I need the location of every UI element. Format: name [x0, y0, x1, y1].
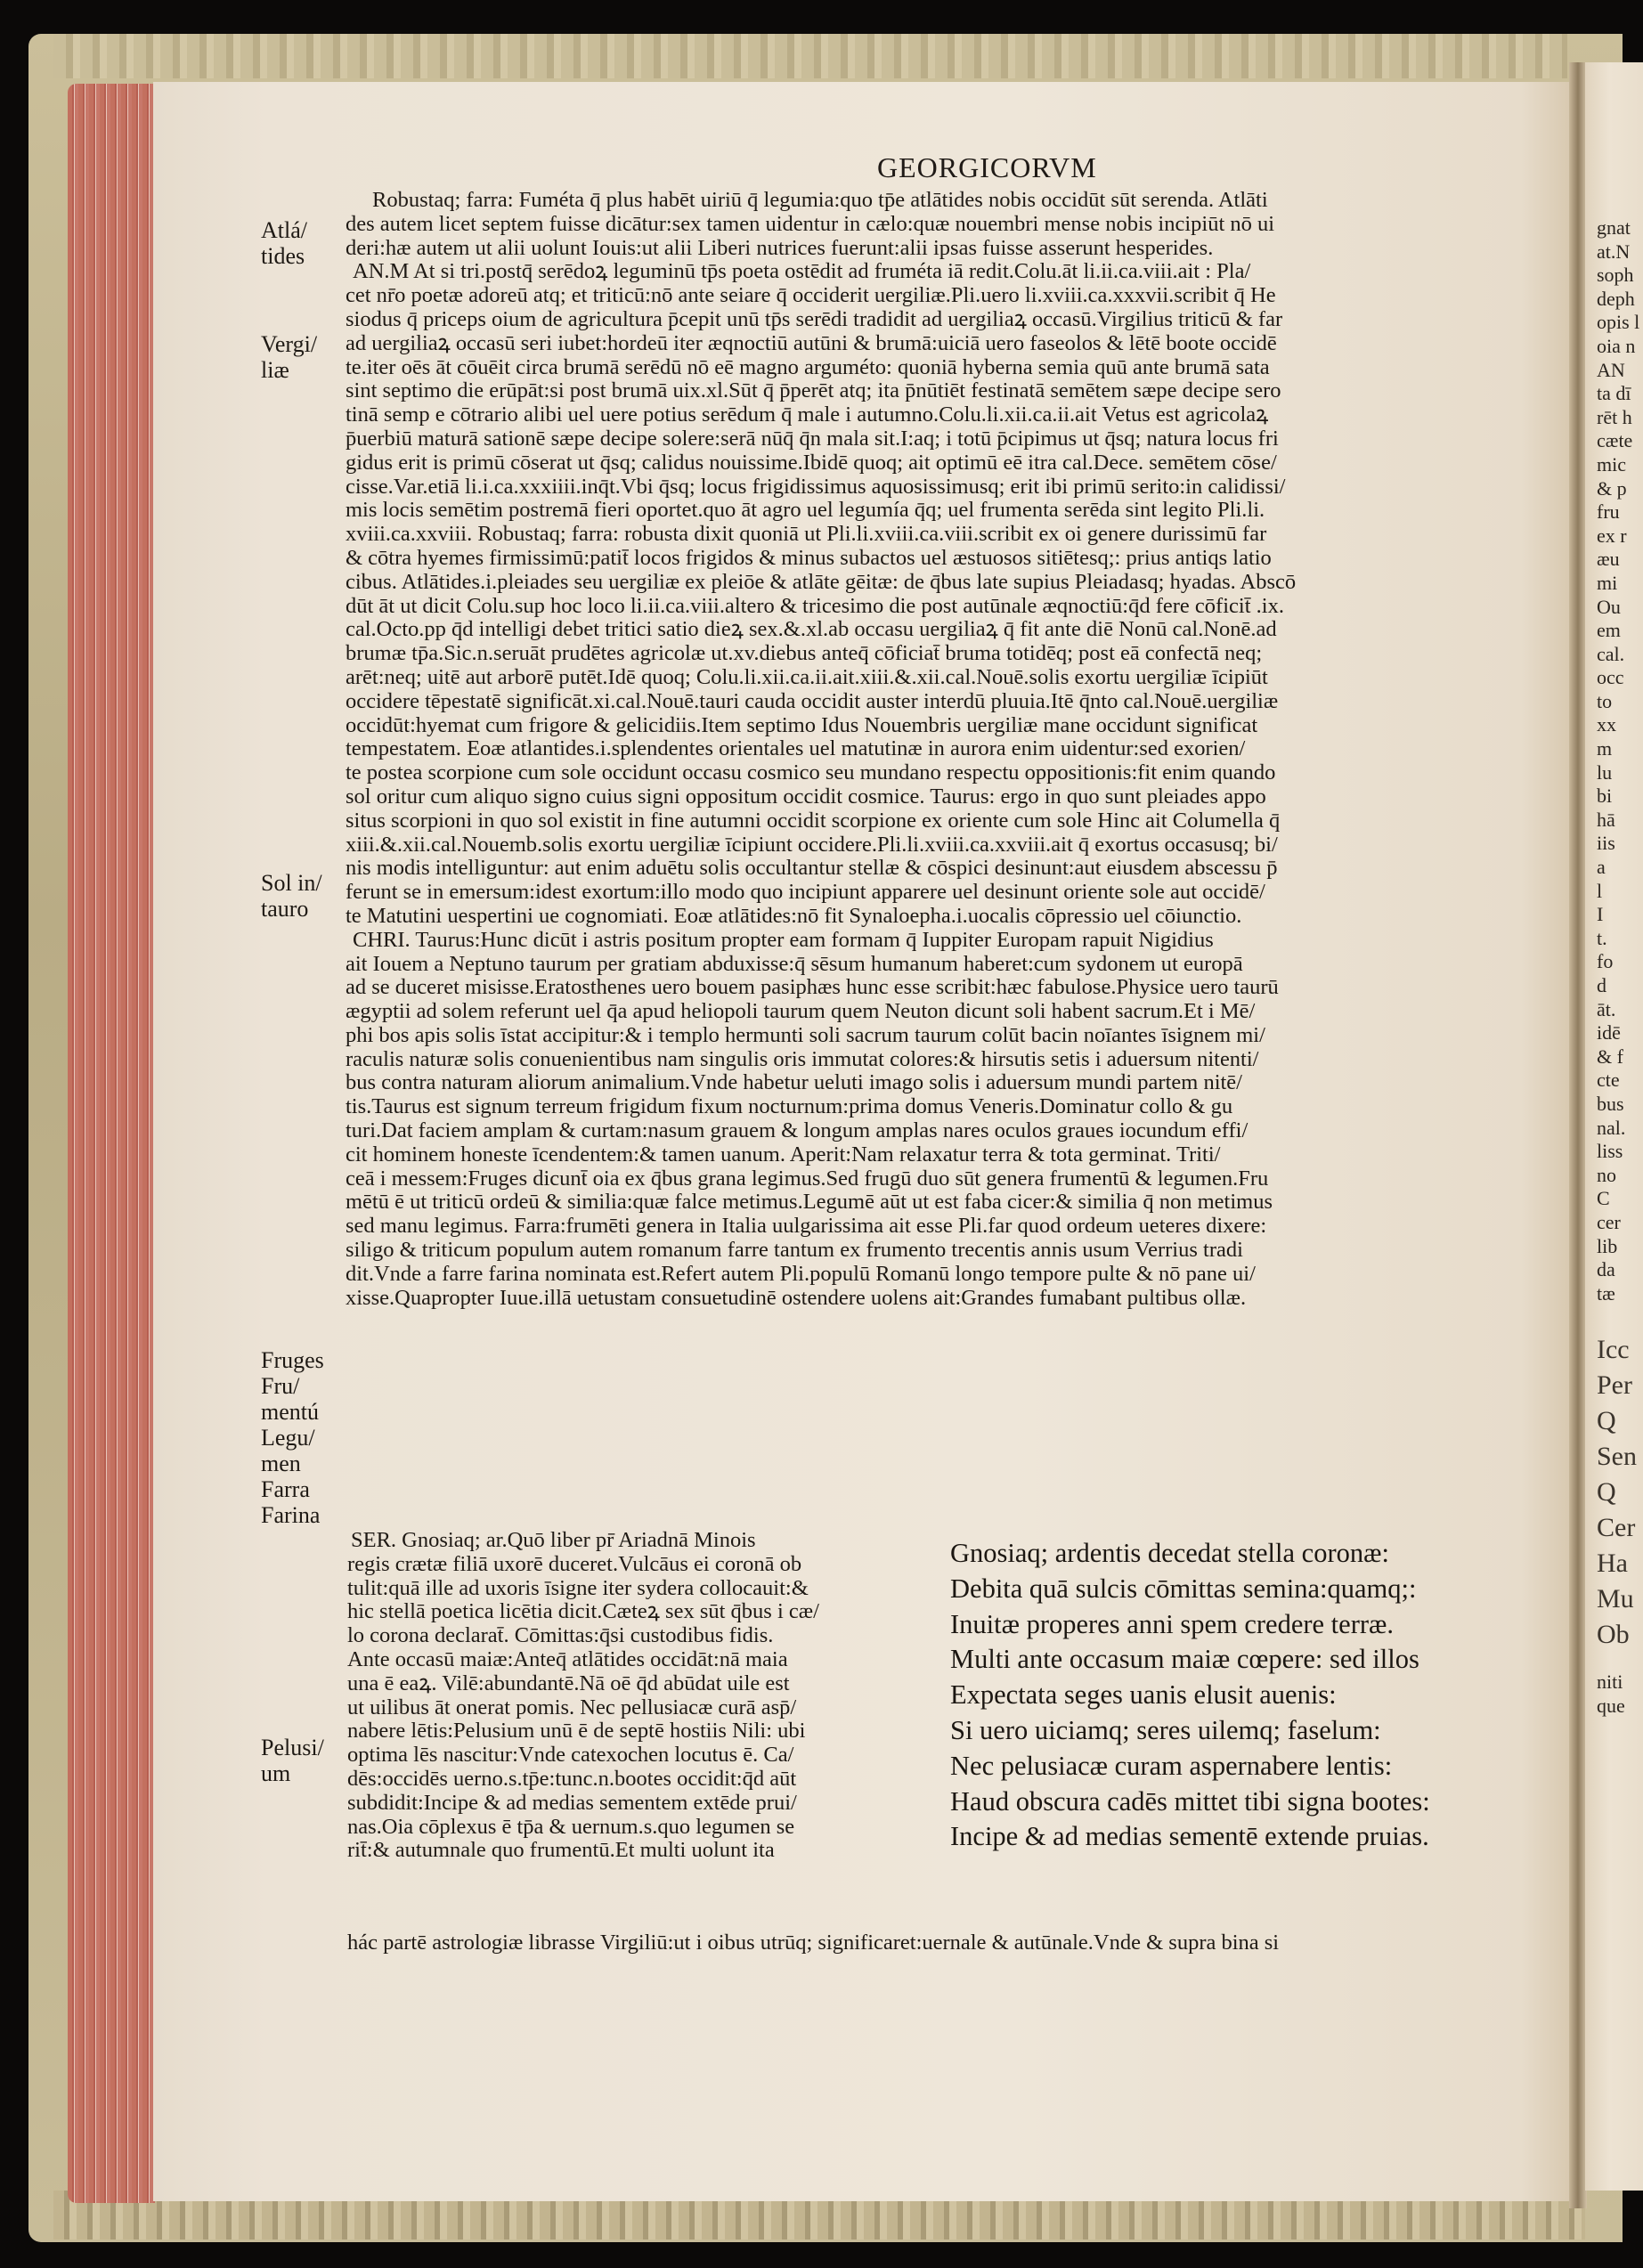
commentary-line: occidūt:hyemat cum frigore & gelicidiis.Item septimo Idus Nouembris uergiliæ mane occidunt significat	[346, 713, 1258, 737]
right-page-fragment: to	[1597, 689, 1613, 712]
marginal-note-line: tides	[261, 243, 305, 269]
marginal-note-line: um	[261, 1760, 291, 1786]
commentary-line: ad uergiliaꝝ occasū seri iubet:hordeū iter æqnoctiū autūni & brumā:uiciā uero faseolos & lētē boote occidē	[346, 331, 1277, 355]
commentary-line: p̄uerbiū maturā sationē sæpe decipe solere:serā nūq̄ q̄n mala sit.I:aq; i totū p̄cipimus ut q̄sq; natura locus fri	[346, 427, 1279, 451]
right-page-fragment: bi	[1597, 784, 1613, 808]
lower-commentary-line: subdidit:Incipe & ad medias sementem extēde prui/	[347, 1791, 797, 1815]
marginal-note-line: Farina	[261, 1502, 321, 1528]
right-page-fragment: & p	[1597, 476, 1627, 500]
marginal-note-line: men	[261, 1451, 301, 1476]
verse-line: Nec pelusiacæ curam aspernabere lentis:	[950, 1750, 1393, 1781]
right-page-fragment: cte	[1597, 1069, 1620, 1092]
commentary-line: turi.Dat faciem amplam & curtam:nasum grauem & longum amplas nares oculos graues iocundum effi/	[346, 1119, 1249, 1143]
lower-commentary-line: optima lēs nascitur:Vnde catexochen locutus ē. Ca/	[347, 1744, 794, 1768]
lower-commentary-line: hic stellā poetica licētia dicit.Cæteꝝ sex sūt q̄bus i cæ/	[347, 1600, 819, 1624]
book-gutter	[1569, 62, 1587, 2208]
commentary-line: ad se duceret misisse.Eratosthenes uero bouem pasiphæs hunc esse scribit:hæc fabulose.Physice uero taurū	[346, 976, 1279, 1000]
right-page-verse-fragment: Q	[1597, 1477, 1616, 1508]
commentary-line: cet nr̄o poetæ adoreū atq; et triticū:nō ante seiare q̄ occiderit uergiliæ.Pli.uero li.xviii.ca.xxxvii.scribit q̄ He	[346, 284, 1276, 308]
right-page-fragment: & f	[1597, 1045, 1623, 1068]
commentary-block	[346, 189, 1512, 1310]
right-page-fragment: Ou	[1597, 595, 1621, 618]
right-page-fragment: æu	[1597, 548, 1620, 571]
right-page-fragment: AN	[1597, 358, 1625, 381]
marginal-note-line: Atlá/	[261, 217, 307, 243]
marginal-note-line: Sol in/	[261, 870, 322, 896]
commentary-line: tis.Taurus est signum terreum frigidum fixum nocturnum:prima domus Veneris.Dominatur collo & gu	[346, 1095, 1233, 1119]
right-page-fragment: C	[1597, 1187, 1610, 1210]
commentary-line: tempestatem. Eoæ atlantides.i.splendentes orientales uel matutinæ in aurora enim uidentur:sed exorien/	[346, 737, 1246, 761]
lower-commentary-line: regis crætæ filiā uxorē duceret.Vulcāus ei coronā ob	[347, 1552, 802, 1576]
verse-line: Inuitæ properes anni spem credere terræ.	[950, 1608, 1394, 1639]
right-page-fragment: cal.	[1597, 642, 1625, 665]
commentary-line: sed manu legimus. Farra:frumēti genera in Italia uulgarissima ait esse Pli.far quod ordeum ueteres dixere:	[346, 1215, 1267, 1239]
commentary-line: deri:hæ autem ut alii uolunt Iouis:ut alii Liberi nutrices fuerunt:alii ipsas fuisse asserunt hesperides.	[346, 236, 1214, 260]
right-page-fragment: hā	[1597, 808, 1615, 831]
right-page-fragment: āt.	[1597, 997, 1616, 1020]
lower-commentary-line: dēs:occidēs uerno.s.tp̄e:tunc.n.bootes occidit:q̄d aūt	[347, 1767, 797, 1791]
right-page-fragment: gnat	[1597, 216, 1631, 239]
right-page-fragment: deph	[1597, 287, 1635, 310]
marginal-note-line: Pelusi/	[261, 1735, 324, 1760]
lower-commentary-line: tulit:quā ille ad uxoris īsigne iter sydera collocauit:&	[347, 1576, 809, 1600]
right-page-fragment: ex r	[1597, 524, 1627, 547]
right-page-fragment: ta dī	[1597, 382, 1631, 405]
right-page-fragment: em	[1597, 619, 1621, 642]
marginal-note-line: Fruges	[261, 1347, 324, 1373]
marginal-note-line: Fru/	[261, 1373, 300, 1399]
commentary-line: occidere tēpestatē significāt.xi.cal.Nouē.tauri cauda occidit auster interdū pluuia.Itē q̄nto cal.Nouē.uergiliæ	[346, 689, 1279, 713]
commentary-line: raculis naturæ solis conuenientibus nam singulis oris immutat colores:& hirsutis setis i aduersum nitenti/	[346, 1047, 1259, 1071]
commentary-line: brumæ tp̄a.Sic.n.seruāt prudētes agricolæ ut.xv.diebus anteq̄ cōficiat̄ bruma totidēq; post eā confectā neq;	[346, 642, 1263, 666]
commentary-line: tinā semp e cōtrario alibi uel uere potius serēdum q̄ male i autumno.Colu.li.xii.ca.ii.ait Vetus est agricolaꝝ	[346, 403, 1269, 427]
running-head: GEORGICORVM	[877, 151, 1097, 183]
commentary-line: xviii.ca.xxviii. Robustaq; farra: robusta dixit quoniā ut Pli.li.xviii.ca.viii.scribit ex oi genere durissimū far	[346, 523, 1267, 547]
right-page-fragment: fo	[1597, 950, 1614, 973]
lower-commentary-line: nabere lētis:Pelusium unū ē de septē hostiis Nili: ubi	[347, 1719, 806, 1744]
verse-line: Expectata seges uanis elusit auenis:	[950, 1679, 1337, 1711]
commentary-line: nis modis intelliguntur: aut enim aduētu solis occultantur stellæ & cōspici desinunt:aut eiusdem abscessu p̄	[346, 857, 1278, 881]
marginal-note-line: tauro	[261, 896, 309, 922]
right-page-fragment: liss	[1597, 1140, 1623, 1163]
right-page-fragment: d	[1597, 974, 1606, 996]
marginal-note	[261, 1735, 324, 1786]
lower-commentary-line: Ante occasū maiæ:Anteq̄ atlātides occidāt:nā maia	[347, 1647, 788, 1671]
right-page-fragment: lu	[1597, 760, 1613, 784]
right-page-verse-fragment: Per	[1597, 1370, 1632, 1401]
right-page-fragment: rēt h	[1597, 405, 1632, 428]
right-page-fragment: tæ	[1597, 1281, 1615, 1305]
right-page-fragment: at.N	[1597, 240, 1631, 263]
verse-line: Si uero uiciamq; seres uilemq; faselum:	[950, 1714, 1381, 1745]
commentary-line: mētū ē ut triticū ordeū & similia:quæ falce metimus.Legumē aūt ut est faba cicer:& similia q̄ non metimus	[346, 1191, 1273, 1215]
lower-commentary-line: rit̄:& autumnale quo frumentū.Et multi uolunt ita	[347, 1839, 775, 1863]
marginal-note-line: liæ	[261, 357, 289, 383]
commentary-line: te Matutini uespertini ue cognomiati. Eoæ atlātides:nō fit Synaloepha.i.uocalis cōpressio uel cōiunctio.	[346, 904, 1242, 928]
lower-commentary-line: nas.Oia cōplexus ē tp̄a & uernum.s.quo legumen se	[347, 1815, 795, 1839]
right-page-fragment: mic	[1597, 452, 1626, 476]
right-page-fragment: t.	[1597, 926, 1607, 949]
commentary-line: AN.M At si tri.postq̄ serēdoꝝ leguminū tp̄s poeta ostēdit ad fruméta iā redit.Colu.āt li.ii.ca.viii.ait : Pla/	[353, 260, 1251, 284]
right-page-fragment: da	[1597, 1258, 1615, 1281]
marginal-note-line: mentú	[261, 1399, 319, 1425]
commentary-line: xiii.&.xii.cal.Nouemb.solis exortu uergiliæ īcipiunt occidere.Pli.li.xviii.ca.xxviii.ait q̄ exortus occasusq; bi/	[346, 833, 1278, 857]
right-page-verse-fragment: Sen	[1597, 1442, 1637, 1472]
commentary-line: siligo & triticum populum autem romanum farre tantum ex frumento trecentis annis usum Verrius tradi	[346, 1239, 1243, 1263]
commentary-line: Robustaq; farra: Fuméta q̄ plus habēt uiriū q̄ legumia:quo tp̄e atlātides nobis occidūt sūt serenda. Atlāti	[372, 189, 1268, 212]
right-page-fragment: I	[1597, 903, 1604, 926]
verse-line: Gnosiaq; ardentis decedat stella coronæ:	[950, 1538, 1389, 1568]
right-page-fragment: oia n	[1597, 334, 1636, 357]
commentary-line: te.iter oēs āt cōuēit circa brumā serēdū nō eē magno arguméto: quoniā hyberna semia quū ante brumā sata	[346, 355, 1270, 379]
right-page-fragment: l	[1597, 879, 1603, 902]
right-page-verse-fragment: Ha	[1597, 1549, 1628, 1579]
commentary-line: sint septimo die erūpāt:si post brumā uix.xl.Sūt q̄ p̄perēt atq; ita p̄nūtiēt festinatā semētem sæpe decipe sero	[346, 379, 1281, 403]
right-page-fragment: opis l	[1597, 311, 1640, 334]
commentary-line: gidus erit is primū cōserat ut q̄sq; calidus nouissime.Ibidē quoq; ait optimū eē itra cal.Dece. semētem cōse/	[346, 451, 1277, 475]
right-page-verse-fragments	[1585, 1332, 1643, 1653]
right-page-verse-fragment: Cer	[1597, 1513, 1636, 1543]
right-page-fragment: occ	[1597, 666, 1624, 689]
commentary-line: CHRI. Taurus:Hunc dicūt i astris positum propter eam formam q̄ Iuppiter Europam rapuit Nigidius	[353, 928, 1214, 952]
right-page-fragment: idē	[1597, 1021, 1621, 1045]
marginal-note-line: Farra	[261, 1476, 310, 1502]
commentary-line: te postea scorpione cum sole occidunt occasu cosmico seu mundano respectu oppositionis:fit enim quando	[346, 761, 1276, 785]
commentary-line: ferunt se in emersum:idest exortum:illo modo quo incipiunt apparere uel desinunt oriente sole aut occidē/	[346, 881, 1265, 905]
commentary-line: xisse.Quapropter Iuue.illā uetustam consuetudinē ostendere uolens ait:Grandes fumabant pultibus ollæ.	[346, 1286, 1247, 1310]
lower-commentary-block	[347, 1529, 939, 1863]
commentary-line: des autem licet septem fuisse dicātur:sex tamen uidentur in cælo:quæ nouembri mense nobis incipiūt nō ui	[346, 212, 1275, 236]
commentary-line: phi bos apis solis īstat accipitur:& i templo hermunti soli sacrum taurum colūt bacin noīantes īsignem mi/	[346, 1023, 1265, 1047]
marginal-note	[261, 1347, 324, 1528]
commentary-line: cit hominem honeste īcendentem:& tamen uanum. Aperit:Nam relaxatur terra & tota germinat. Triti/	[346, 1142, 1221, 1167]
verse-line: Haud obscura cadēs mittet tibi signa bootes:	[950, 1785, 1430, 1817]
right-page-fragment: no	[1597, 1163, 1616, 1186]
marginal-note	[261, 870, 322, 922]
lower-commentary-line: SER. Gnosiaq; ar.Quō liber pr̄ Ariadnā Minois	[351, 1529, 756, 1552]
right-page-fragment: cæte	[1597, 429, 1633, 452]
right-page-fragment: bus	[1597, 1092, 1624, 1115]
right-page-verse-fragment: Ob	[1597, 1620, 1630, 1650]
right-page-fragment: iis	[1597, 832, 1615, 855]
commentary-line: cibus. Atlātides.i.pleiades seu uergiliæ ex pleiōe & atlāte gēitæ: de q̄bus late supius Pleiadasq; hyadas. Abscō	[346, 570, 1297, 594]
commentary-line: dit.Vnde a farre farina nominata est.Refert autem Pli.populū Romanū longo tempore pulte & nō pane ui/	[346, 1262, 1256, 1286]
commentary-line: cal.Octo.pp q̄d intelligi debet tritici satio dieꝝ sex.&.xl.ab occasu uergiliaꝝ q̄ fit ante diē Nonū cal.Nonē.ad	[346, 618, 1277, 642]
commentary-line: siodus q̄ priceps oium de agricultura p̄cepit unū tp̄s serēdi tradidit ad uergiliaꝝ occasū.Virgilius triticū & far	[346, 307, 1283, 331]
commentary-line: & cōtra hyemes firmissimū:patit̄ locos frigidos & minus subactos uel æstuosos sitiētesq;: prius antiqs latio	[346, 546, 1272, 570]
binding-top-edge	[53, 34, 1567, 78]
commentary-line: mis locis semētim postremā fieri oportet.quo āt agro uel legumía q̄q; uel frumenta serēda sint legito Pli.li.	[346, 499, 1265, 523]
verse-line: Debita quā sulcis cōmittas semina:quamq;:	[950, 1573, 1417, 1604]
right-page-fragment: a	[1597, 856, 1606, 879]
commentary-line: cisse.Var.etiā li.i.ca.xxxiiii.inq̄t.Vbi q̄sq; locus frigidissimus aquosissimusq; erit ibi primū serito:in calidissi/	[346, 475, 1286, 499]
right-page-verse-fragment: Mu	[1597, 1584, 1634, 1614]
right-page-text-fragments	[1585, 216, 1643, 1305]
commentary-line: situs scorpioni in quo sol existit in fine autumni occidit scorpione ex oriente cum sole Hinc ait Columella q̄	[346, 809, 1281, 833]
right-page-fragment: nal.	[1597, 1116, 1626, 1139]
right-page-bottom-fragment: niti	[1597, 1671, 1623, 1694]
right-page-bottom-fragments	[1585, 1671, 1643, 1718]
commentary-line: dūt āt ut dicit Colu.sup hoc loco li.ii.ca.viii.altero & tricesimo die post autūnale æqnoctiū:q̄d fere cōficit̄ .ix.	[346, 594, 1284, 618]
final-commentary-line: hác partē astrologiæ librasse Virgiliū:ut i oibus utrūq; significaret:uernale & autūnale.Vnde & supra bina si	[347, 1931, 1280, 1955]
red-page-edges	[68, 84, 155, 2203]
marginal-note	[261, 217, 307, 269]
commentary-line: sol oritur cum aliquo signo cuius signi oppositum occidit cosmice. Taurus: ergo in quo sunt pleiades appo	[346, 784, 1266, 809]
verse-block	[950, 1536, 1520, 1855]
verse-line: Incipe & ad medias sementē extende pruias.	[950, 1821, 1429, 1852]
commentary-line: bus contra naturam aliorum animalium.Vnde habetur ueluti imago solis i aduersum mundi partem nitē/	[346, 1071, 1242, 1095]
right-page-edge	[1585, 62, 1643, 2191]
right-page-fragment: m	[1597, 737, 1613, 760]
commentary-line: ceā i messem:Fruges dicunt̄ oia ex q̄bus grana legimus.Sed frugū duo sūt genera frumentū & legumen.Fru	[346, 1167, 1269, 1191]
lower-commentary-line: una ē eaꝝ. Vilē:abundantē.Nā oē q̄d abūdat uile est	[347, 1671, 790, 1695]
marginal-note	[261, 331, 317, 383]
marginal-note-line: Legu/	[261, 1425, 315, 1451]
lower-commentary-line: ut uilibus āt onerat pomis. Nec pellusiacæ curā asp̄/	[347, 1695, 797, 1719]
right-page-bottom-fragment: que	[1597, 1694, 1625, 1717]
marginal-note-line: Vergi/	[261, 331, 318, 357]
verse-line: Multi ante occasum maiæ cœpere: sed illos	[950, 1644, 1419, 1675]
commentary-line: ægyptii ad solem referunt uel q̄a apud heliopoli taurum quem Neuton dicunt soli habent sacrum.Et i Mē/	[346, 1000, 1256, 1024]
commentary-line: ait Iouem a Neptuno taurum per gratiam abduxisse:q̄ sēsum humanum haberet:cum sydonem ut europā	[346, 952, 1243, 976]
right-page-fragment: xx	[1597, 713, 1616, 736]
right-page-verse-fragment: Q	[1597, 1406, 1616, 1436]
right-page-fragment: fru	[1597, 500, 1620, 524]
right-page-fragment: mi	[1597, 571, 1618, 594]
commentary-line: arēt:neq; uitē aut arborē putēt.Idē quoq; Colu.li.xii.ca.ii.ait.xiii.&.xii.cal.Nouē.solis exortu uergiliæ īcipiūt	[346, 665, 1268, 689]
lower-commentary-line: lo corona declarat̄. Cōmittas:q̄si custodibus fidis.	[347, 1624, 774, 1648]
right-page-fragment: soph	[1597, 264, 1634, 287]
right-page-verse-fragment: Icc	[1597, 1335, 1630, 1365]
right-page-fragment: cer	[1597, 1210, 1621, 1233]
right-page-fragment: lib	[1597, 1234, 1618, 1257]
